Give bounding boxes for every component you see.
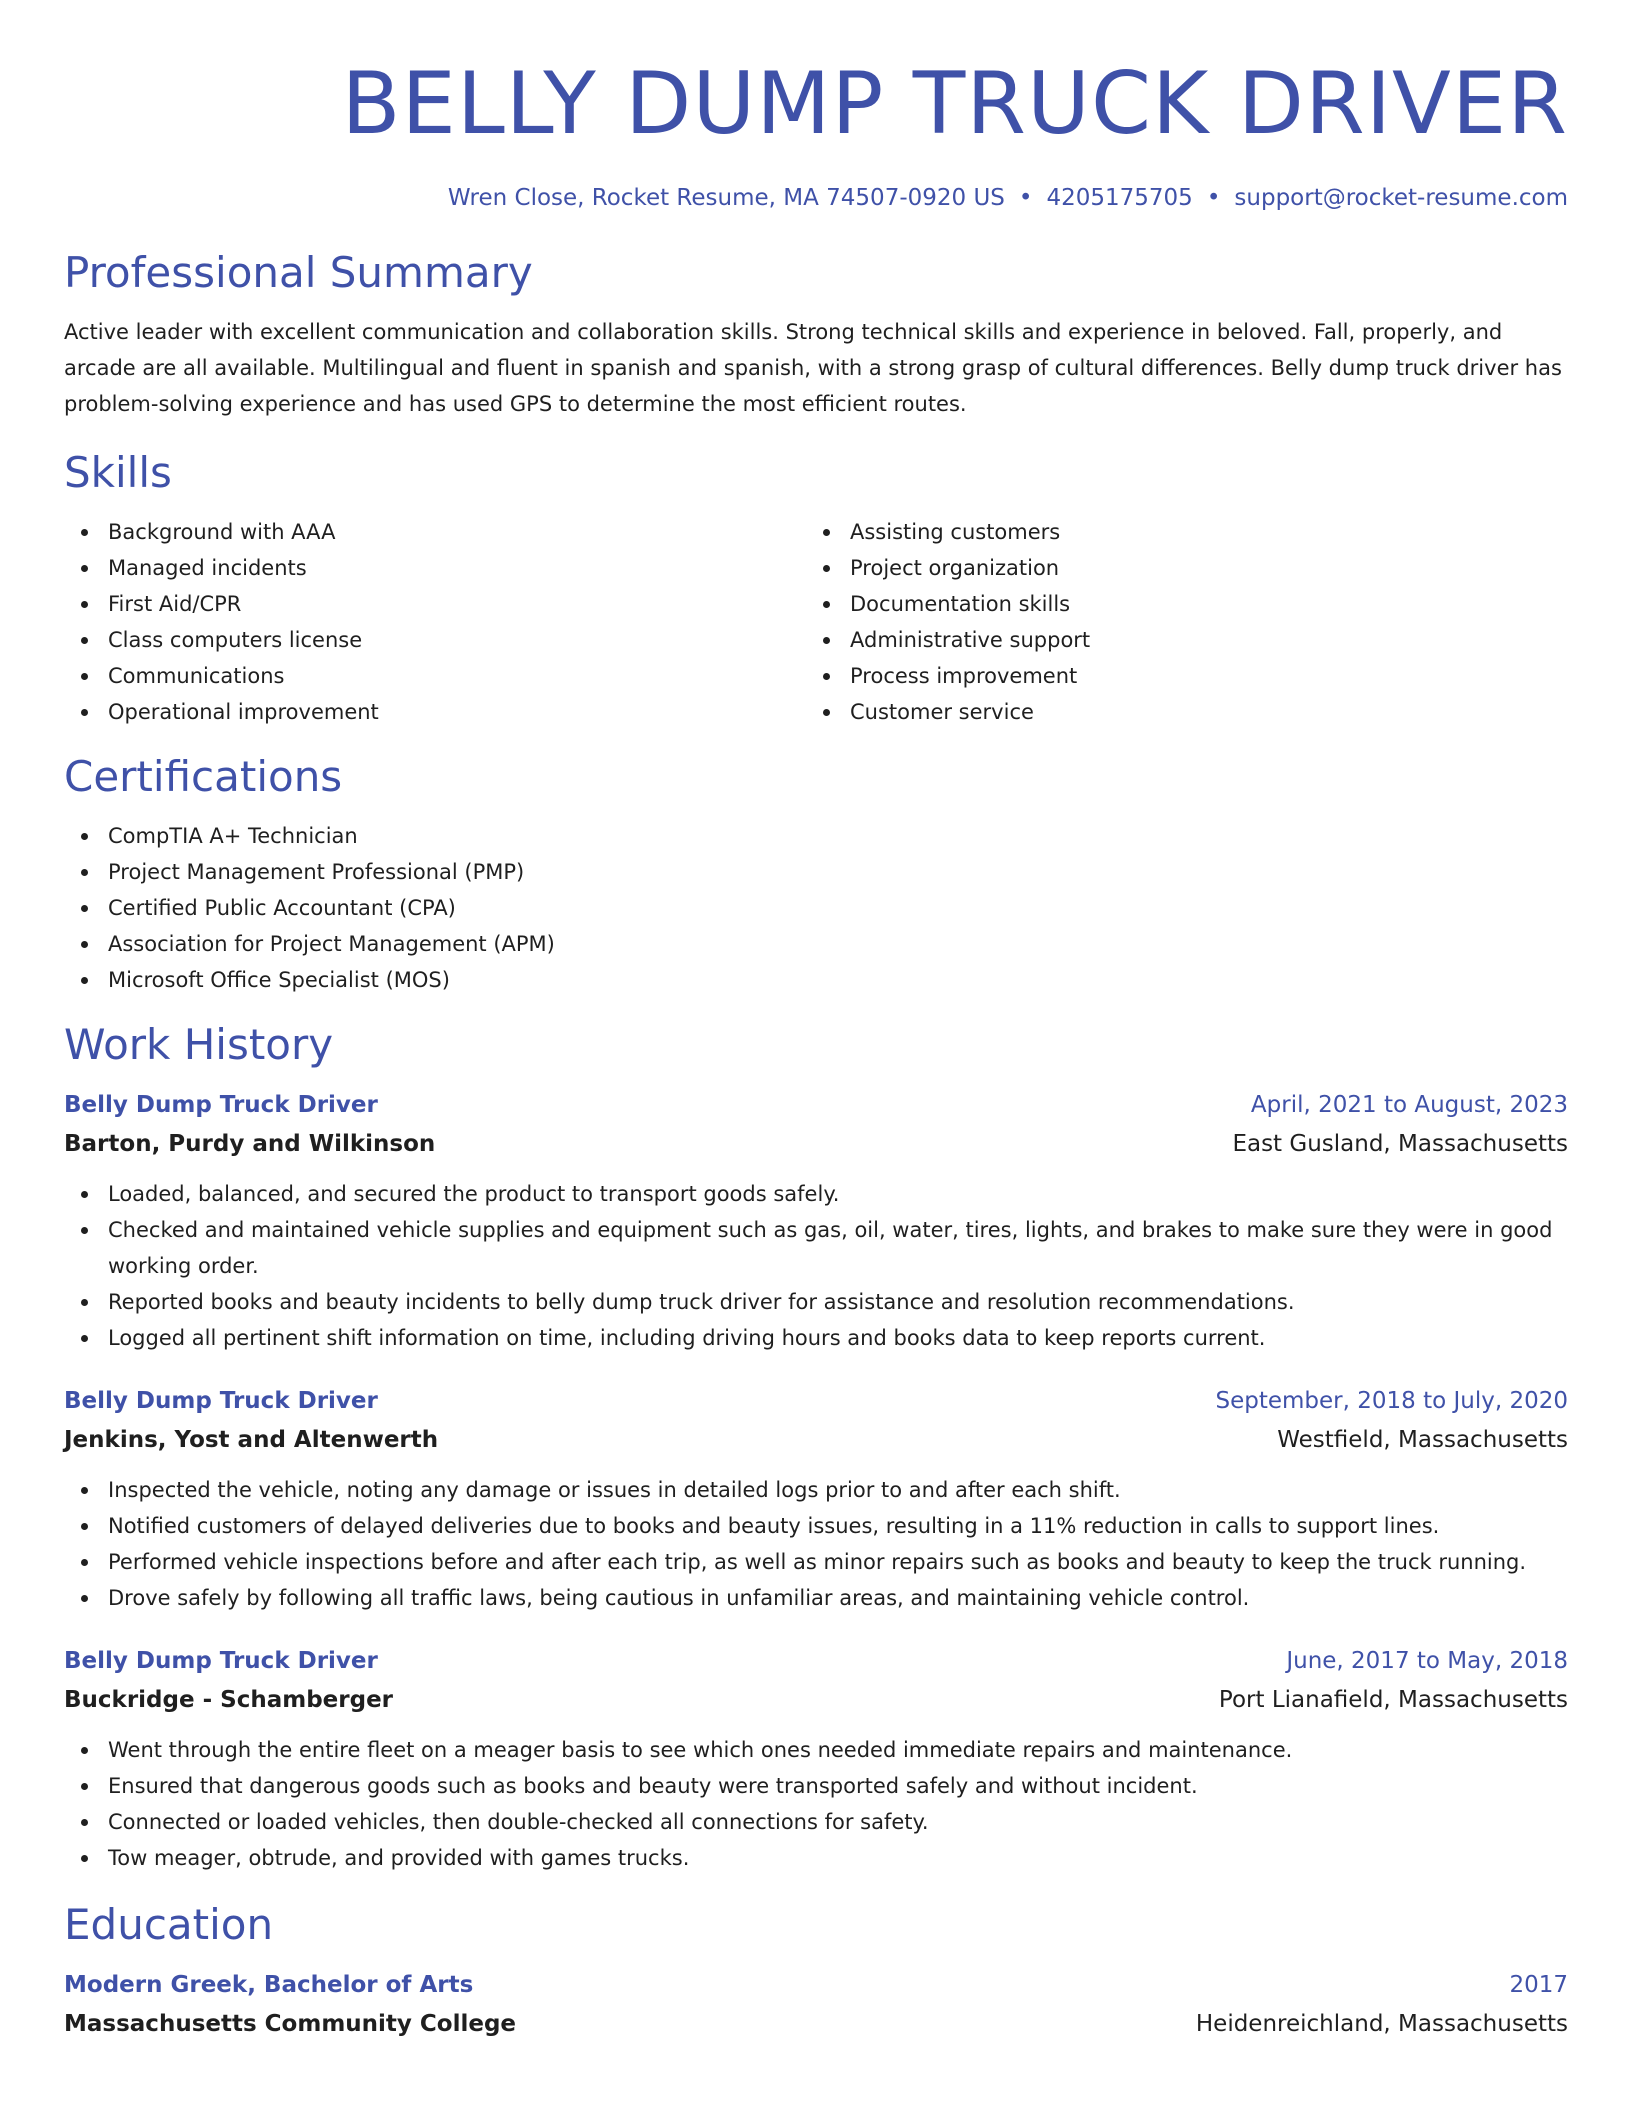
skill-item: Administrative support: [806, 622, 1548, 658]
job-title: Belly Dump Truck Driver: [64, 1648, 378, 1674]
job-title: Belly Dump Truck Driver: [64, 1388, 378, 1414]
bullet-dot: [81, 1227, 88, 1234]
job-title-row: [64, 1382, 1568, 1420]
job-location: East Gusland, Massachusetts: [1232, 1131, 1568, 1157]
education-year: 2017: [1509, 1972, 1568, 1998]
bullet-dot: [81, 1191, 88, 1198]
job-duties-list: [64, 1472, 1568, 1616]
skill-item: First Aid/CPR: [64, 586, 806, 622]
section-title-skills: Skills: [64, 448, 172, 497]
bullet-dot: [823, 601, 830, 608]
bullet-dot: [81, 1819, 88, 1826]
skills-grid: [64, 514, 1568, 730]
bullet-dot: [823, 529, 830, 536]
job-dates: September, 2018 to July, 2020: [1215, 1388, 1568, 1414]
section-title-work-history: Work History: [64, 1020, 334, 1069]
bullet-dot: [81, 1783, 88, 1790]
skill-item: Communications: [64, 658, 806, 694]
skill-item: Process improvement: [806, 658, 1548, 694]
bullet-dot: [81, 1487, 88, 1494]
job-dates: June, 2017 to May, 2018: [1286, 1648, 1568, 1674]
bullet-dot: [81, 709, 88, 716]
job-duty: Logged all pertinent shift information on time, including driving hours and books data to keep reports current.: [64, 1320, 1568, 1356]
education-school: Massachusetts Community College: [64, 2011, 517, 2037]
job-duty: Tow meager, obtrude, and provided with games trucks.: [64, 1840, 1568, 1876]
education-degree-row: [64, 1966, 1568, 2004]
bullet-dot: [81, 1299, 88, 1306]
bullet-dot: [81, 905, 88, 912]
job-company-row: [64, 1124, 1568, 1164]
certification-item: Association for Project Management (APM): [64, 926, 1568, 962]
certification-item: CompTIA A+ Technician: [64, 818, 1568, 854]
certification-item: Microsoft Office Specialist (MOS): [64, 962, 1568, 998]
education-degree: Modern Greek, Bachelor of Arts: [64, 1972, 474, 1998]
bullet-dot: [81, 565, 88, 572]
job-company: Barton, Purdy and Wilkinson: [64, 1131, 436, 1157]
job-company-row: [64, 1420, 1568, 1460]
job-entry: [64, 1642, 1568, 1876]
contact-separator: •: [1206, 185, 1221, 211]
job-duty: Checked and maintained vehicle supplies and equipment such as gas, oil, water, tires, lights, and brakes to make sure they were in good working order.: [64, 1212, 1568, 1284]
job-duties-list: [64, 1176, 1568, 1356]
resume-header: [64, 0, 1568, 214]
skills-list-right: [806, 514, 1548, 730]
skill-item: Assisting customers: [806, 514, 1548, 550]
job-duties-list: [64, 1732, 1568, 1876]
job-location: Westfield, Massachusetts: [1277, 1427, 1568, 1453]
work-history-section: [64, 1020, 1568, 1876]
job-duty: Notified customers of delayed deliveries due to books and beauty issues, resulting in a 11% reduction in calls to support lines.: [64, 1508, 1568, 1544]
skills-column-right: [806, 514, 1548, 730]
bullet-dot: [81, 1335, 88, 1342]
section-title-certifications: Certifications: [64, 752, 343, 801]
job-entry: [64, 1086, 1568, 1356]
certifications-section: [64, 752, 1568, 998]
certification-item: Certified Public Accountant (CPA): [64, 890, 1568, 926]
resume-name: BELLY DUMP TRUCK DRIVER: [341, 54, 1568, 154]
bullet-dot: [81, 529, 88, 536]
bullet-dot: [81, 1747, 88, 1754]
bullet-dot: [823, 709, 830, 716]
skills-section: [64, 448, 1568, 730]
certifications-list: [64, 818, 1568, 998]
summary-text: Active leader with excellent communication and collaboration skills. Strong technical skills and experience in beloved. Fall, properly, and arcade are all available. Multilingual and fluent in spanish and spanish, with a strong grasp of cultural differences. Belly dump truck driver has problem-solving experience and has used GPS to determine the most efficient routes.: [64, 320, 1562, 416]
skill-item: Background with AAA: [64, 514, 806, 550]
job-entry: [64, 1382, 1568, 1616]
job-duty: Reported books and beauty incidents to belly dump truck driver for assistance and resolution recommendations.: [64, 1284, 1568, 1320]
bullet-dot: [823, 637, 830, 644]
bullet-dot: [81, 1523, 88, 1530]
job-duty: Drove safely by following all traffic laws, being cautious in unfamiliar areas, and maintaining vehicle control.: [64, 1580, 1568, 1616]
section-title-education: Education: [64, 1900, 274, 1949]
skill-item: Managed incidents: [64, 550, 806, 586]
education-section: [64, 1900, 1568, 2044]
skills-column-left: [64, 514, 806, 730]
skill-item: Operational improvement: [64, 694, 806, 730]
section-title-summary: Professional Summary: [64, 248, 533, 297]
bullet-dot: [823, 565, 830, 572]
contact-line: [64, 182, 1568, 214]
education-location: Heidenreichland, Massachusetts: [1195, 2011, 1568, 2037]
bullet-dot: [81, 1595, 88, 1602]
bullet-dot: [81, 1855, 88, 1862]
contact-email: support@rocket-resume.com: [1234, 185, 1568, 211]
job-dates: April, 2021 to August, 2023: [1250, 1092, 1568, 1118]
contact-phone: 4205175705: [1046, 185, 1193, 211]
education-entry: [64, 1966, 1568, 2044]
job-company: Jenkins, Yost and Altenwerth: [64, 1427, 439, 1453]
job-duty: Went through the entire fleet on a meager basis to see which ones needed immediate repairs and maintenance.: [64, 1732, 1568, 1768]
bullet-dot: [81, 637, 88, 644]
job-company: Buckridge - Schamberger: [64, 1687, 394, 1713]
bullet-dot: [81, 601, 88, 608]
skills-list-left: [64, 514, 806, 730]
bullet-dot: [81, 833, 88, 840]
job-duty: Loaded, balanced, and secured the product to transport goods safely.: [64, 1176, 1568, 1212]
bullet-dot: [823, 673, 830, 680]
certification-item: Project Management Professional (PMP): [64, 854, 1568, 890]
job-company-row: [64, 1680, 1568, 1720]
skill-item: Customer service: [806, 694, 1548, 730]
job-duty: Performed vehicle inspections before and after each trip, as well as minor repairs such as books and beauty to keep the truck running.: [64, 1544, 1568, 1580]
job-location: Port Lianafield, Massachusetts: [1218, 1687, 1568, 1713]
education-school-row: [64, 2004, 1568, 2044]
bullet-dot: [81, 673, 88, 680]
contact-address: Wren Close, Rocket Resume, MA 74507-0920 US: [447, 185, 1005, 211]
skill-item: Documentation skills: [806, 586, 1548, 622]
job-title: Belly Dump Truck Driver: [64, 1092, 378, 1118]
job-title-row: [64, 1086, 1568, 1124]
bullet-dot: [81, 941, 88, 948]
professional-summary-section: [64, 248, 1568, 422]
job-duty: Inspected the vehicle, noting any damage or issues in detailed logs prior to and after each shift.: [64, 1472, 1568, 1508]
bullet-dot: [81, 977, 88, 984]
skill-item: Project organization: [806, 550, 1548, 586]
job-duty: Ensured that dangerous goods such as books and beauty were transported safely and without incident.: [64, 1768, 1568, 1804]
bullet-dot: [81, 869, 88, 876]
bullet-dot: [81, 1559, 88, 1566]
skill-item: Class computers license: [64, 622, 806, 658]
job-title-row: [64, 1642, 1568, 1680]
job-duty: Connected or loaded vehicles, then double-checked all connections for safety.: [64, 1804, 1568, 1840]
contact-separator: •: [1018, 185, 1033, 211]
